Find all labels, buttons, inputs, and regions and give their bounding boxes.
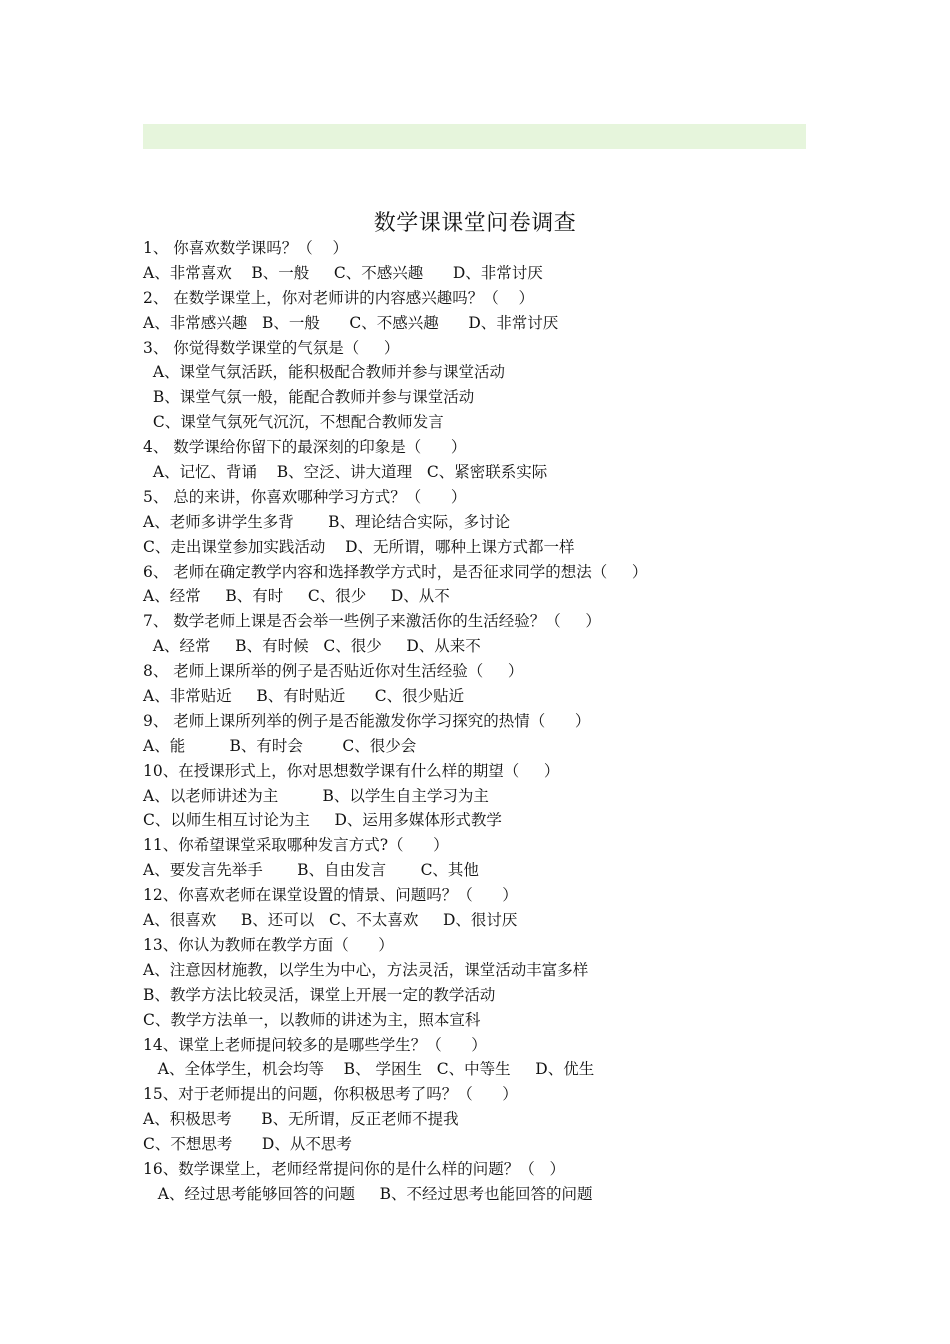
option-line: A、经常 B、有时 C、很少 D、从不 [143,587,450,606]
option-line: C、走出课堂参加实践活动 D、无所谓，哪种上课方式都一样 [143,537,575,556]
question-line: 15、对于老师提出的问题，你积极思考了吗？（ ） [143,1085,518,1104]
option-line: C、教学方法单一，以教师的讲述为主，照本宣科 [143,1010,481,1029]
question-line: 13、你认为教师在教学方面（ ） [143,935,394,954]
option-line: A、积极思考 B、无所谓，反正老师不提我 [143,1110,459,1129]
option-line: A、很喜欢 B、还可以 C、不太喜欢 D、很讨厌 [143,911,518,930]
question-line: 3、 你觉得数学课堂的气氛是（ ） [143,338,400,357]
option-line: A、记忆、背诵 B、空泛、讲大道理 C、紧密联系实际 [143,463,548,482]
header-banner [143,124,806,149]
option-line: A、要发言先举手 B、自由发言 C、其他 [143,861,479,880]
question-line: 16、数学课堂上，老师经常提问你的是什么样的问题？（ ） [143,1159,566,1178]
question-line: 11、你希望课堂采取哪种发言方式?（ ） [143,836,449,855]
option-line: A、注意因材施教，以学生为中心，方法灵活，课堂活动丰富多样 [143,960,589,979]
option-line: A、经常 B、有时候 C、很少 D、从来不 [143,637,481,656]
option-line: A、非常喜欢 B、一般 C、不感兴趣 D、非常讨厌 [143,263,543,282]
option-line: A、课堂气氛活跃，能积极配合教师并参与课堂活动 [143,363,506,382]
option-line: A、经过思考能够回答的问题 B、不经过思考也能回答的问题 [143,1184,593,1203]
option-line: C、不想思考 D、从不思考 [143,1135,352,1154]
option-line: A、老师多讲学生多背 B、理论结合实际，多讨论 [143,512,511,531]
question-line: 6、 老师在确定教学内容和选择教学方式时，是否征求同学的想法（ ） [143,562,648,581]
question-line: 1、 你喜欢数学课吗？（ ） [143,239,348,257]
question-line: 12、你喜欢老师在课堂设置的情景、问题吗？（ ） [143,886,518,905]
question-line: 2、 在数学课堂上，你对老师讲的内容感兴趣吗？（ ） [143,288,534,307]
option-line: A、非常感兴趣 B、一般 C、不感兴趣 D、非常讨厌 [143,313,559,332]
option-line: B、教学方法比较灵活，课堂上开展一定的教学活动 [143,985,496,1004]
page-title: 数学课课堂问卷调查 [373,211,577,236]
option-line: C、以师生相互讨论为主 D、运用多媒体形式教学 [143,811,502,830]
option-line: B、课堂气氛一般，能配合教师并参与课堂活动 [143,388,475,407]
question-line: 8、 老师上课所举的例子是否贴近你对生活经验（ ） [143,662,524,681]
option-line: A、全体学生，机会均等 B、 学困生 C、中等生 D、优生 [143,1060,595,1079]
question-line: 9、 老师上课所列举的例子是否能激发你学习探究的热情（ ） [143,711,591,730]
question-line: 7、 数学老师上课是否会举一些例子来激活你的生活经验？（ ） [143,612,601,631]
question-line: 10、在授课形式上，你对思想数学课有什么样的期望（ ） [143,761,560,780]
questionnaire-body [143,236,833,1207]
option-line: A、非常贴近 B、有时贴近 C、很少贴近 [143,687,465,706]
option-line: C、课堂气氛死气沉沉，不想配合教师发言 [143,413,444,432]
question-line: 4、 数学课给你留下的最深刻的印象是（ ） [143,438,467,457]
option-line: A、能 B、有时会 C、很少会 [143,736,417,755]
question-line: 5、 总的来讲，你喜欢哪种学习方式？（ ） [143,487,467,506]
question-line: 14、课堂上老师提问较多的是哪些学生？（ ） [143,1035,487,1054]
option-line: A、以老师讲述为主 B、以学生自主学习为主 [143,786,489,805]
